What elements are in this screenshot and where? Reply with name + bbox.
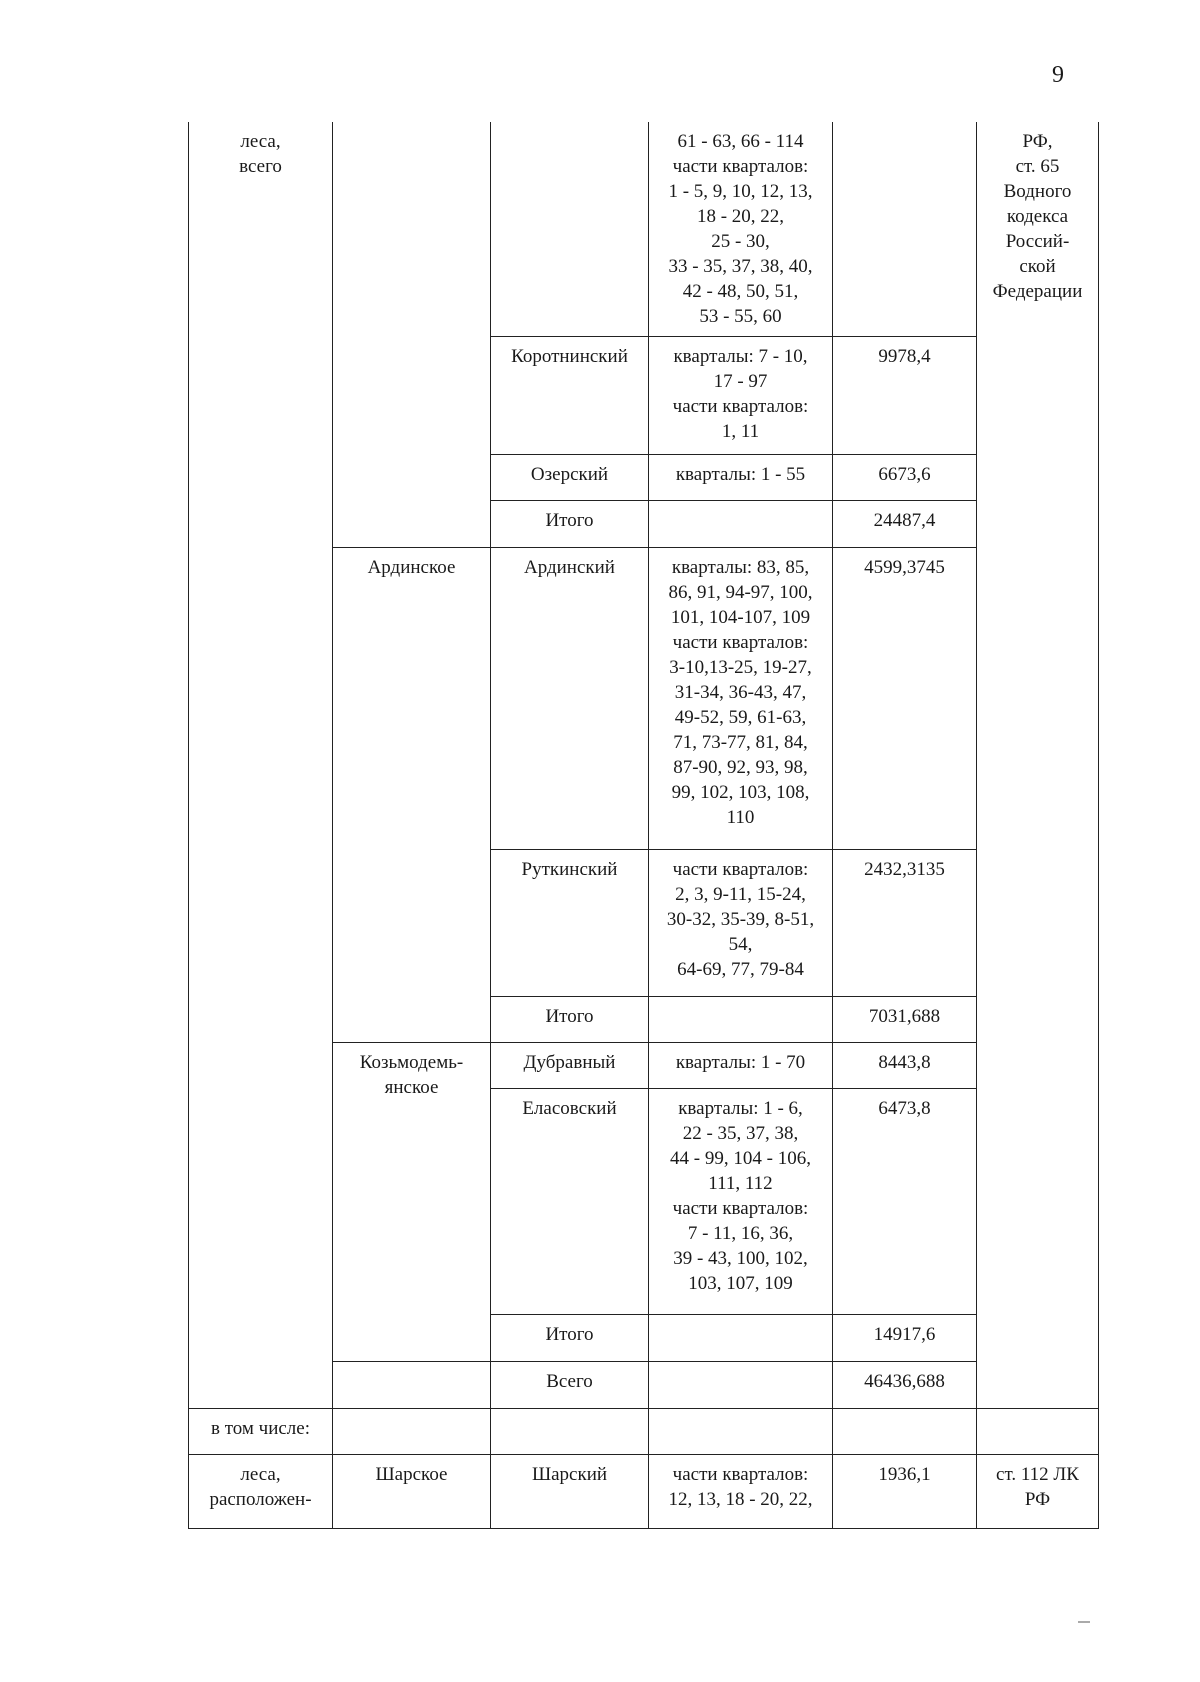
quarters-cell: кварталы: 1 - 55 bbox=[649, 455, 833, 501]
area-cell: 8443,8 bbox=[833, 1043, 977, 1089]
quarters-cell: части кварталов: 2, 3, 9-11, 15-24, 30-32, 35-39, 8-51, 54, 64-69, 77, 79-84 bbox=[649, 850, 833, 997]
area-cell: 2432,3135 bbox=[833, 850, 977, 997]
area-cell bbox=[833, 1409, 977, 1455]
area-cell: 6673,6 bbox=[833, 455, 977, 501]
subtotal-area: 24487,4 bbox=[833, 501, 977, 548]
district-cell: Дубравный bbox=[491, 1043, 649, 1089]
total-label: Всего bbox=[491, 1362, 649, 1409]
scan-mark bbox=[1078, 1621, 1090, 1623]
district-cell: Еласовский bbox=[491, 1089, 649, 1315]
quarters-cell bbox=[649, 997, 833, 1043]
district-cell: Ардинский bbox=[491, 548, 649, 850]
district-cell: Руткинский bbox=[491, 850, 649, 997]
subtotal-label: Итого bbox=[491, 501, 649, 548]
quarters-cell bbox=[649, 1362, 833, 1409]
quarters-cell bbox=[649, 1315, 833, 1362]
district-cell bbox=[491, 1409, 649, 1455]
forestry-cell: Шарское bbox=[333, 1455, 491, 1529]
quarters-cell: 61 - 63, 66 - 114 части кварталов: 1 - 5, 9, 10, 12, 13, 18 - 20, 22, 25 - 30, 33 - 35, 37, 38, 40, 42 - 48, 50, 51, 53 - 55, 60 bbox=[649, 122, 833, 337]
quarters-cell: кварталы: 1 - 6, 22 - 35, 37, 38, 44 - 99, 104 - 106, 111, 112 части кварталов: 7 - 11, 16, 36, 39 - 43, 100, 102, 103, 107, 109 bbox=[649, 1089, 833, 1315]
subtotal-label: Итого bbox=[491, 1315, 649, 1362]
area-cell: 9978,4 bbox=[833, 337, 977, 455]
forestry-cell bbox=[333, 122, 491, 548]
legal-basis-cell: ст. 112 ЛК РФ bbox=[977, 1455, 1099, 1529]
forestry-cell: Козьмодемь- янское bbox=[333, 1043, 491, 1362]
area-cell: 4599,3745 bbox=[833, 548, 977, 850]
page-number: 9 bbox=[1052, 62, 1064, 88]
table-row bbox=[189, 1455, 1099, 1529]
quarters-cell: кварталы: 7 - 10, 17 - 97 части кварталов: 1, 11 bbox=[649, 337, 833, 455]
quarters-cell: кварталы: 1 - 70 bbox=[649, 1043, 833, 1089]
subtotal-area: 7031,688 bbox=[833, 997, 977, 1043]
district-cell bbox=[491, 122, 649, 337]
quarters-cell: части кварталов: 12, 13, 18 - 20, 22, bbox=[649, 1455, 833, 1529]
including-label: в том числе: bbox=[189, 1409, 333, 1455]
table-row bbox=[189, 1409, 1099, 1455]
legal-basis-cell bbox=[977, 1409, 1099, 1455]
area-cell: 1936,1 bbox=[833, 1455, 977, 1529]
subtotal-label: Итого bbox=[491, 997, 649, 1043]
quarters-cell: кварталы: 83, 85, 86, 91, 94-97, 100, 101, 104-107, 109 части кварталов: 3-10,13-25, 19-27, 31-34, 36-43, 47, 49-52, 59, 61-63, 71, 73-77, 81, 84, 87-90, 92, 93, 98, 99, 102, 103, 108, 110 bbox=[649, 548, 833, 850]
area-cell: 6473,8 bbox=[833, 1089, 977, 1315]
forestry-cell: Ардинское bbox=[333, 548, 491, 1043]
district-cell: Шарский bbox=[491, 1455, 649, 1529]
district-cell: Озерский bbox=[491, 455, 649, 501]
quarters-cell bbox=[649, 1409, 833, 1455]
quarters-cell bbox=[649, 501, 833, 548]
table-row bbox=[189, 122, 1099, 337]
subtotal-area: 14917,6 bbox=[833, 1315, 977, 1362]
forestry-cell bbox=[333, 1409, 491, 1455]
area-cell bbox=[833, 122, 977, 337]
category-cell: леса, расположен- bbox=[189, 1455, 333, 1529]
total-area: 46436,688 bbox=[833, 1362, 977, 1409]
category-cell: леса, всего bbox=[189, 122, 333, 1409]
district-cell: Коротнинский bbox=[491, 337, 649, 455]
forest-table bbox=[188, 122, 1099, 1529]
legal-basis-cell: РФ, ст. 65 Водного кодекса Россий- ской Федерации bbox=[977, 122, 1099, 1409]
forestry-cell bbox=[333, 1362, 491, 1409]
